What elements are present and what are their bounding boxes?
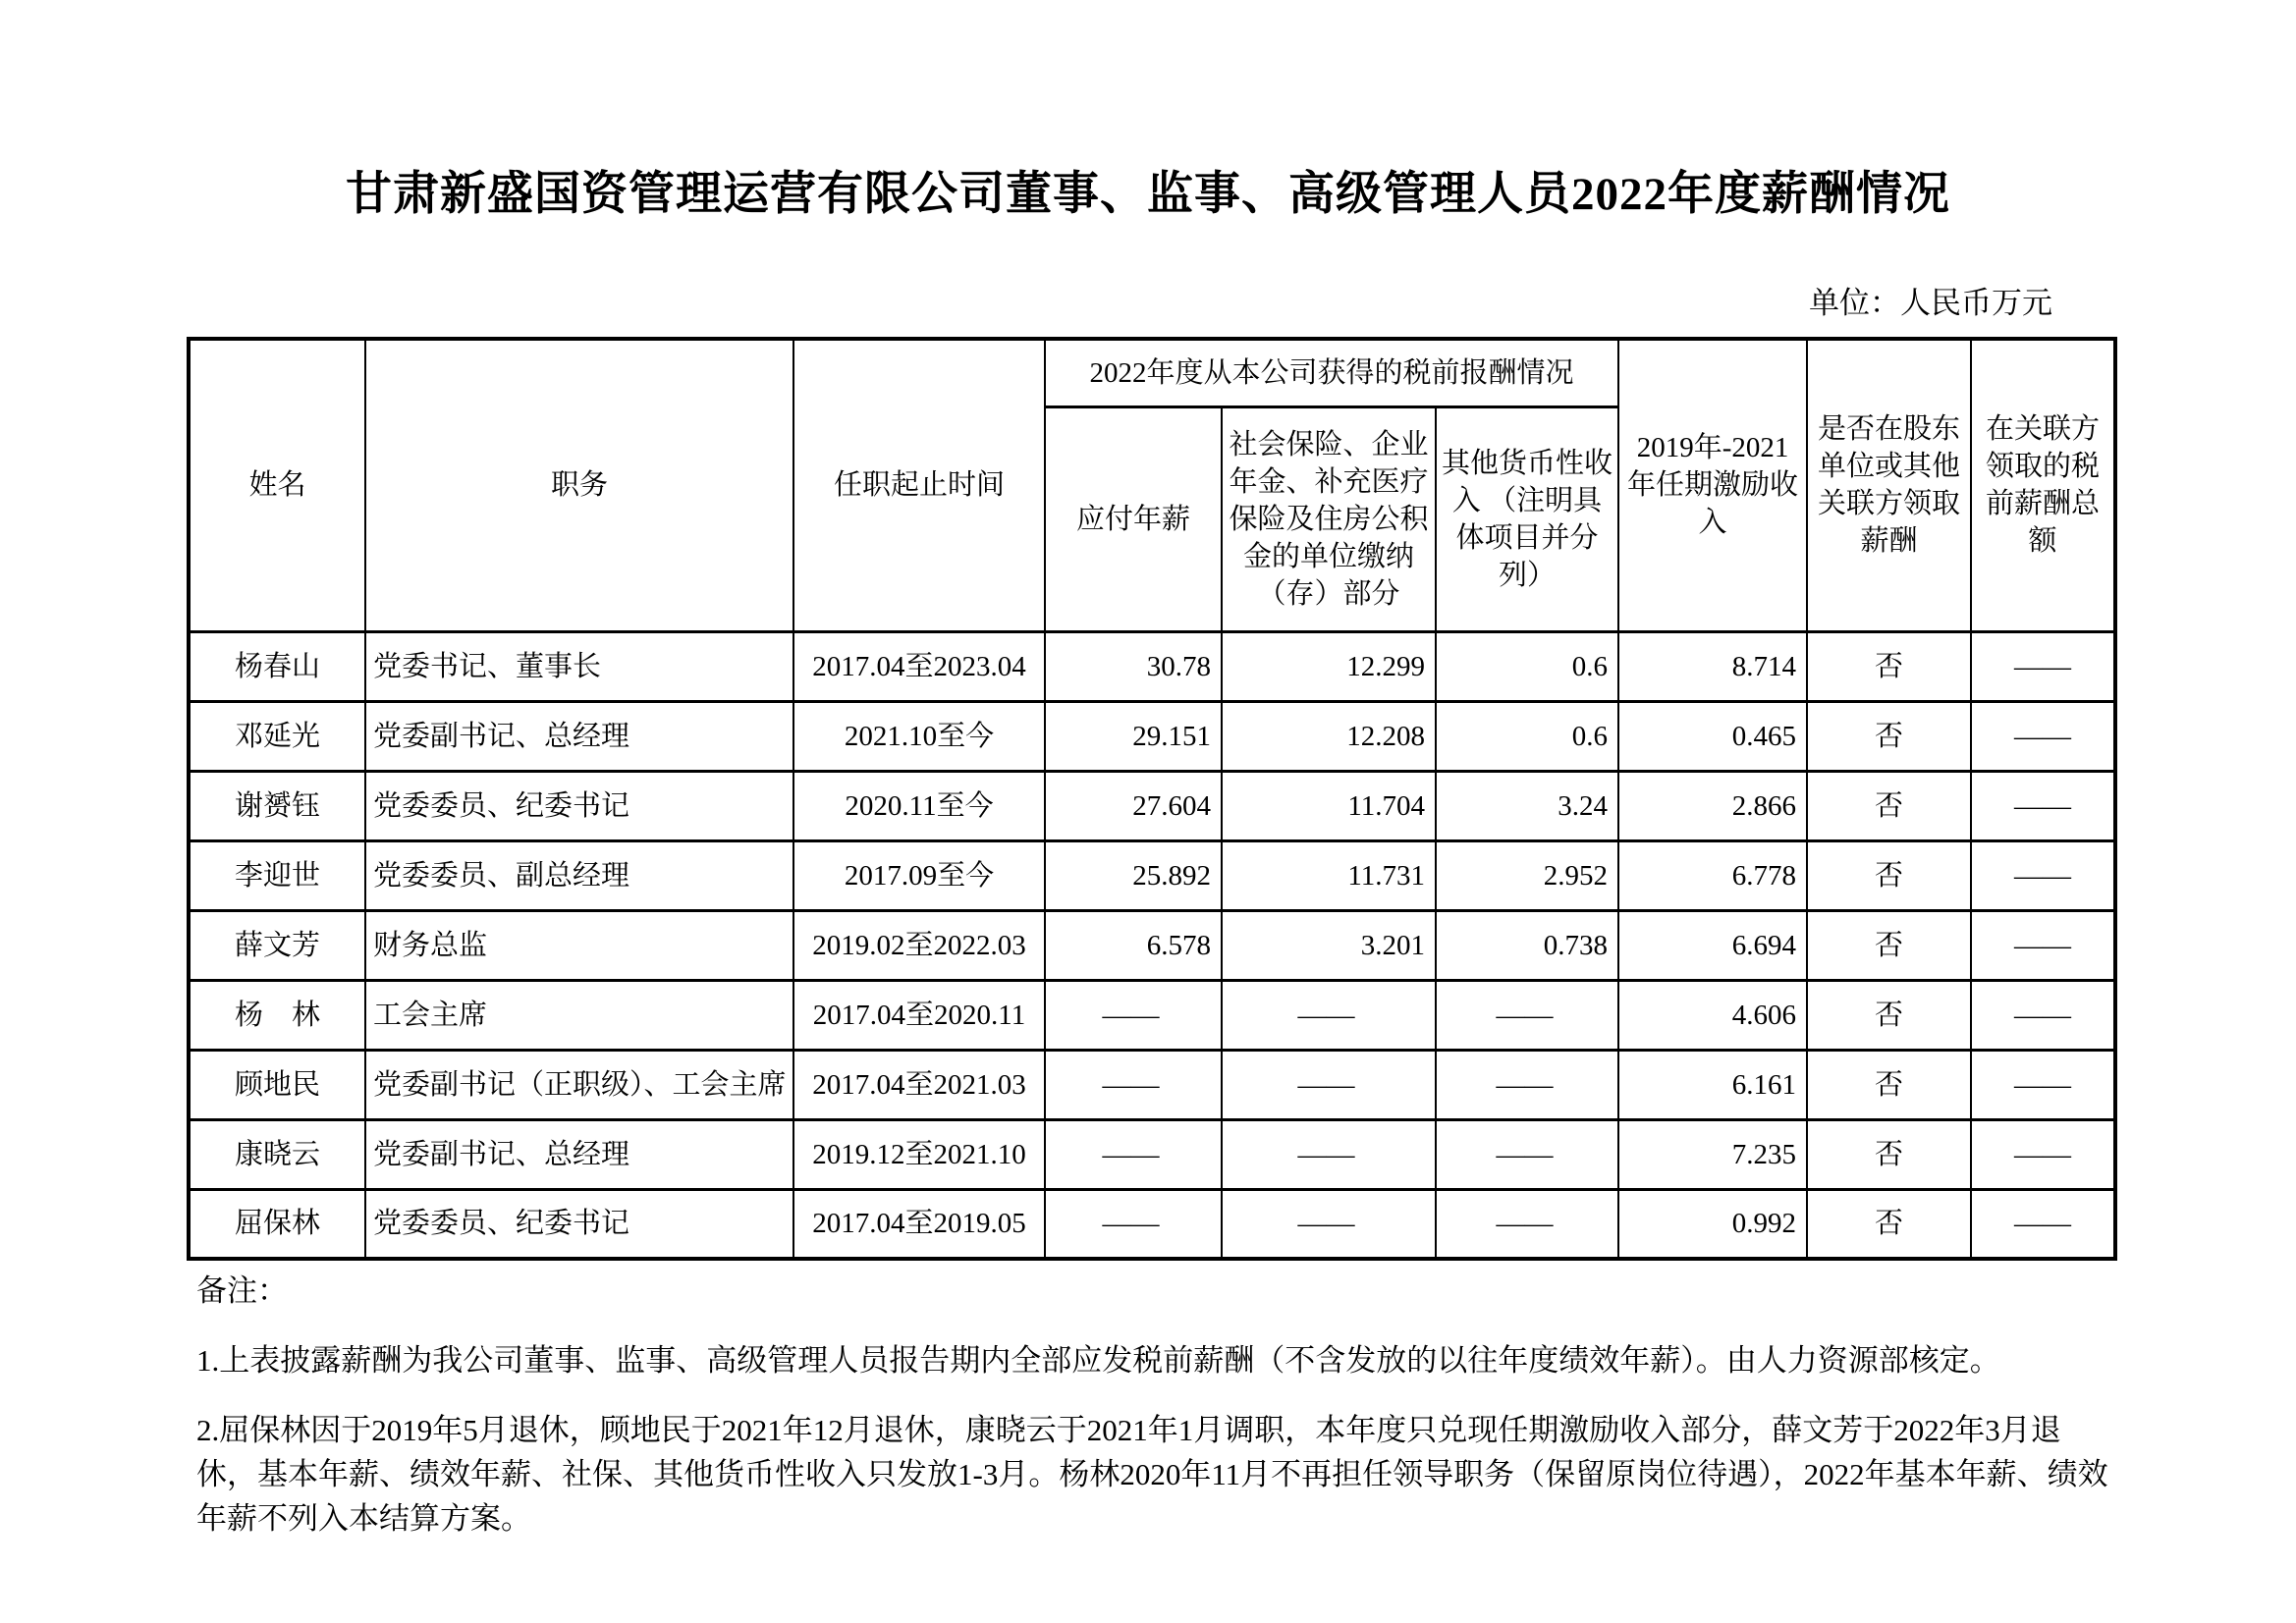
table-row <box>189 1189 2115 1259</box>
cell-incentive: 0.992 <box>1618 1189 1807 1259</box>
col-header-other-income: 其他货币性收入 （注明具体项目并分列） <box>1436 406 1618 631</box>
cell-related-total: —— <box>1971 1050 2115 1119</box>
col-header-related-party: 是否在股东单位或其他关联方领取薪酬 <box>1807 339 1971 631</box>
cell-salary: 6.578 <box>1045 910 1222 980</box>
cell-insurance: 12.299 <box>1222 631 1436 701</box>
cell-related: 否 <box>1807 840 1971 910</box>
cell-salary: 29.151 <box>1045 701 1222 771</box>
cell-other: —— <box>1436 1119 1618 1189</box>
table-row <box>189 1119 2115 1189</box>
col-header-name: 姓名 <box>189 339 365 631</box>
cell-name: 薛文芳 <box>189 910 365 980</box>
cell-position: 党委委员、纪委书记 <box>365 1189 793 1259</box>
cell-related-total: —— <box>1971 910 2115 980</box>
cell-related: 否 <box>1807 1119 1971 1189</box>
col-header-salary: 应付年薪 <box>1045 406 1222 631</box>
cell-related-total: —— <box>1971 631 2115 701</box>
cell-term: 2020.11至今 <box>793 771 1045 840</box>
cell-insurance: —— <box>1222 1189 1436 1259</box>
table-row <box>189 701 2115 771</box>
table-body <box>189 631 2115 1259</box>
cell-related: 否 <box>1807 1050 1971 1119</box>
cell-salary: —— <box>1045 1050 1222 1119</box>
cell-position: 工会主席 <box>365 980 793 1050</box>
cell-incentive: 6.778 <box>1618 840 1807 910</box>
cell-other: 0.6 <box>1436 631 1618 701</box>
cell-other: 0.738 <box>1436 910 1618 980</box>
cell-insurance: 11.704 <box>1222 771 1436 840</box>
note-item-2: 2.屈保林因于2019年5月退休，顾地民于2021年12月退休，康晓云于2021年1月调职，本年度只兑现任期激励收入部分，薛文芳于2022年3月退休，基本年薪、绩效年薪、社保、其他货币性收入只发放1-3月。杨林2020年11月不再担任领导职务（保留原岗位待遇），2022年基本年薪、绩效年薪不列入本结算方案。 <box>196 1413 2108 1536</box>
cell-related: 否 <box>1807 631 1971 701</box>
col-header-incentive: 2019年-2021年任期激励收入 <box>1618 339 1807 631</box>
page-title: 甘肃新盛国资管理运营有限公司董事、监事、高级管理人员2022年度薪酬情况 <box>346 169 1950 220</box>
cell-related: 否 <box>1807 980 1971 1050</box>
table-row <box>189 631 2115 701</box>
cell-incentive: 6.694 <box>1618 910 1807 980</box>
cell-name: 杨春山 <box>189 631 365 701</box>
col-header-position: 职务 <box>365 339 793 631</box>
cell-term: 2017.09至今 <box>793 840 1045 910</box>
cell-name: 谢赟钰 <box>189 771 365 840</box>
cell-term: 2021.10至今 <box>793 701 1045 771</box>
cell-term: 2019.02至2022.03 <box>793 910 1045 980</box>
unit-label: 单位：人民币万元 <box>1809 286 2052 320</box>
cell-insurance: 3.201 <box>1222 910 1436 980</box>
table-row <box>189 1050 2115 1119</box>
cell-term: 2019.12至2021.10 <box>793 1119 1045 1189</box>
cell-name: 顾地民 <box>189 1050 365 1119</box>
cell-related-total: —— <box>1971 840 2115 910</box>
cell-position: 党委副书记、总经理 <box>365 701 793 771</box>
cell-incentive: 4.606 <box>1618 980 1807 1050</box>
cell-term: 2017.04至2019.05 <box>793 1189 1045 1259</box>
col-header-insurance: 社会保险、企业年金、补充医疗保险及住房公积金的单位缴纳（存）部分 <box>1222 406 1436 631</box>
cell-name: 康晓云 <box>189 1119 365 1189</box>
cell-related: 否 <box>1807 910 1971 980</box>
cell-name: 李迎世 <box>189 840 365 910</box>
note-item-1: 1.上表披露薪酬为我公司董事、监事、高级管理人员报告期内全部应发税前薪酬（不含发放的以往年度绩效年薪）。由人力资源部核定。 <box>196 1343 2000 1378</box>
table-row <box>189 840 2115 910</box>
cell-position: 财务总监 <box>365 910 793 980</box>
cell-salary: —— <box>1045 1189 1222 1259</box>
cell-other: —— <box>1436 1189 1618 1259</box>
cell-name: 屈保林 <box>189 1189 365 1259</box>
cell-incentive: 6.161 <box>1618 1050 1807 1119</box>
cell-position: 党委副书记（正职级）、工会主席 <box>365 1050 793 1119</box>
cell-term: 2017.04至2020.11 <box>793 980 1045 1050</box>
cell-related: 否 <box>1807 1189 1971 1259</box>
cell-other: —— <box>1436 1050 1618 1119</box>
cell-other: —— <box>1436 980 1618 1050</box>
salary-table <box>187 337 2117 1261</box>
cell-related-total: —— <box>1971 771 2115 840</box>
cell-insurance: —— <box>1222 1050 1436 1119</box>
col-header-group-2022: 2022年度从本公司获得的税前报酬情况 <box>1045 339 1618 406</box>
cell-other: 3.24 <box>1436 771 1618 840</box>
cell-term: 2017.04至2023.04 <box>793 631 1045 701</box>
cell-incentive: 7.235 <box>1618 1119 1807 1189</box>
cell-term: 2017.04至2021.03 <box>793 1050 1045 1119</box>
cell-salary: —— <box>1045 1119 1222 1189</box>
cell-name: 邓延光 <box>189 701 365 771</box>
cell-related-total: —— <box>1971 1119 2115 1189</box>
cell-position: 党委委员、纪委书记 <box>365 771 793 840</box>
cell-salary: —— <box>1045 980 1222 1050</box>
header-row-group <box>189 339 2115 406</box>
col-header-term: 任职起止时间 <box>793 339 1045 631</box>
cell-salary: 27.604 <box>1045 771 1222 840</box>
cell-salary: 30.78 <box>1045 631 1222 701</box>
cell-insurance: —— <box>1222 1119 1436 1189</box>
cell-related-total: —— <box>1971 1189 2115 1259</box>
cell-related-total: —— <box>1971 701 2115 771</box>
cell-name: 杨 林 <box>189 980 365 1050</box>
cell-position: 党委书记、董事长 <box>365 631 793 701</box>
notes-section <box>196 1269 2111 1541</box>
cell-insurance: 11.731 <box>1222 840 1436 910</box>
cell-related: 否 <box>1807 771 1971 840</box>
cell-position: 党委副书记、总经理 <box>365 1119 793 1189</box>
notes-label: 备注： <box>196 1273 288 1308</box>
col-header-related-total: 在关联方领取的税前薪酬总额 <box>1971 339 2115 631</box>
cell-position: 党委委员、副总经理 <box>365 840 793 910</box>
cell-salary: 25.892 <box>1045 840 1222 910</box>
cell-incentive: 8.714 <box>1618 631 1807 701</box>
cell-other: 2.952 <box>1436 840 1618 910</box>
cell-related: 否 <box>1807 701 1971 771</box>
cell-insurance: 12.208 <box>1222 701 1436 771</box>
cell-related-total: —— <box>1971 980 2115 1050</box>
table-row <box>189 771 2115 840</box>
cell-insurance: —— <box>1222 980 1436 1050</box>
table-row <box>189 980 2115 1050</box>
cell-other: 0.6 <box>1436 701 1618 771</box>
cell-incentive: 0.465 <box>1618 701 1807 771</box>
cell-incentive: 2.866 <box>1618 771 1807 840</box>
table-row <box>189 910 2115 980</box>
